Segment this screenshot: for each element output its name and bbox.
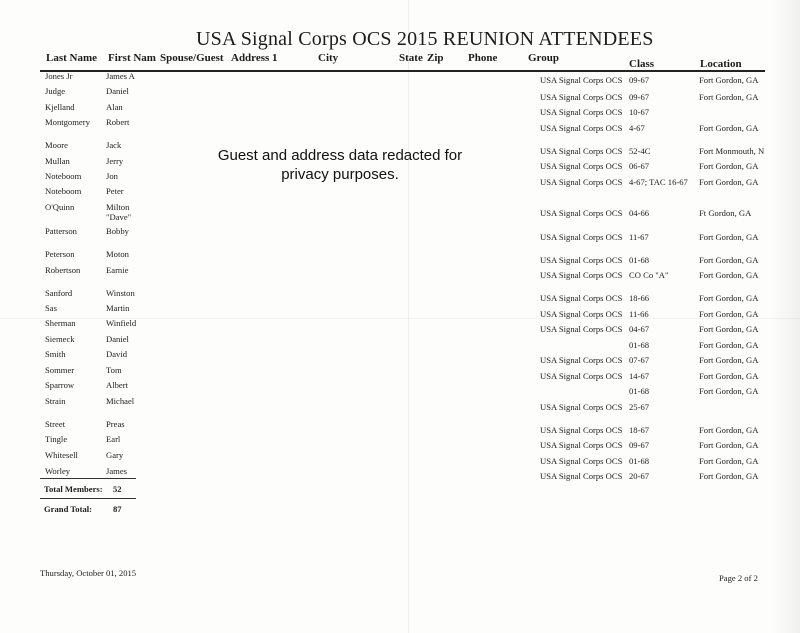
first-name-cell: David bbox=[106, 349, 128, 359]
group-cell: USA Signal Corps OCS bbox=[540, 161, 623, 171]
location-cell: Fort Gordon, GA bbox=[699, 177, 759, 187]
class-cell: 52-4C bbox=[629, 146, 651, 156]
class-cell: 09-67 bbox=[629, 75, 650, 85]
location-cell: Fort Gordon, GA bbox=[699, 255, 759, 265]
first-name-cell: Daniel bbox=[106, 334, 129, 344]
header-zip: Zip bbox=[427, 52, 444, 64]
location-cell: Fort Gordon, GA bbox=[699, 270, 759, 280]
paper-edge-shadow bbox=[770, 0, 800, 633]
total-members-label: Total Members: bbox=[44, 484, 103, 494]
first-name-nickname-cell: "Dave" bbox=[106, 212, 132, 222]
paper-fold-vertical bbox=[408, 0, 409, 633]
footer-page-number: Page 2 of 2 bbox=[719, 573, 758, 583]
class-cell: 01-68 bbox=[629, 340, 650, 350]
first-name-cell: James A bbox=[106, 71, 135, 81]
class-cell: 09-67 bbox=[629, 92, 650, 102]
last-name-cell: Street bbox=[45, 419, 66, 429]
header-group: Group bbox=[528, 52, 559, 64]
location-cell: Fort Gordon, GA bbox=[699, 340, 759, 350]
location-cell: Fort Gordon, GA bbox=[699, 75, 759, 85]
first-name-cell: Daniel bbox=[106, 86, 129, 96]
class-cell: 14-67 bbox=[629, 371, 650, 381]
group-cell: USA Signal Corps OCS bbox=[540, 92, 623, 102]
group-cell: USA Signal Corps OCS bbox=[540, 425, 623, 435]
header-first-name: First Nam bbox=[108, 52, 156, 64]
class-cell: 20-67 bbox=[629, 471, 650, 481]
class-cell: 01-68 bbox=[629, 255, 650, 265]
header-location: Location bbox=[700, 58, 742, 70]
class-cell: 4-67 bbox=[629, 123, 645, 133]
last-name-cell: Montgomery bbox=[45, 117, 90, 127]
first-name-cell: Robert bbox=[106, 117, 130, 127]
location-cell: Fort Gordon, GA bbox=[699, 456, 759, 466]
group-cell: USA Signal Corps OCS bbox=[540, 456, 623, 466]
location-cell: Fort Gordon, GA bbox=[699, 92, 759, 102]
first-name-cell: Winfield bbox=[106, 318, 137, 328]
first-name-cell: Winston bbox=[106, 288, 135, 298]
location-cell: Fort Gordon, GA bbox=[699, 324, 759, 334]
class-cell: 10-67 bbox=[629, 107, 650, 117]
class-cell: 01-68 bbox=[629, 386, 650, 396]
class-cell: 01-68 bbox=[629, 456, 650, 466]
header-last-name: Last Name bbox=[46, 52, 98, 64]
first-name-cell: Gary bbox=[106, 450, 124, 460]
first-name-cell: Peter bbox=[106, 186, 124, 196]
last-name-cell: Tingle bbox=[45, 434, 68, 444]
total-members-value: 52 bbox=[113, 484, 122, 494]
location-cell: Fort Gordon, GA bbox=[699, 232, 759, 242]
footer-date: Thursday, October 01, 2015 bbox=[40, 568, 137, 578]
totals-rule-top bbox=[40, 478, 136, 479]
redaction-note: Guest and address data redacted for privacy purposes. bbox=[217, 147, 463, 183]
group-cell: USA Signal Corps OCS bbox=[540, 293, 623, 303]
grand-total-label: Grand Total: bbox=[44, 504, 92, 514]
first-name-cell: Albert bbox=[106, 380, 128, 390]
location-cell: Fort Gordon, GA bbox=[699, 309, 759, 319]
last-name-cell: Sommer bbox=[45, 365, 75, 375]
last-name-cell: Sanford bbox=[45, 288, 73, 298]
first-name-cell: Jack bbox=[106, 140, 122, 150]
class-cell: 06-67 bbox=[629, 161, 650, 171]
last-name-cell: Whitesell bbox=[45, 450, 78, 460]
header-class: Class bbox=[629, 58, 655, 70]
first-name-cell: Jon bbox=[106, 171, 118, 181]
group-cell: USA Signal Corps OCS bbox=[540, 146, 623, 156]
class-cell: 09-67 bbox=[629, 440, 650, 450]
first-name-cell: Alan bbox=[106, 102, 123, 112]
last-name-cell: Noteboom bbox=[45, 186, 82, 196]
last-name-cell: Worley bbox=[45, 466, 71, 476]
totals-rule-bottom bbox=[40, 498, 136, 499]
first-name-cell: Tom bbox=[106, 365, 122, 375]
last-name-cell: Robertson bbox=[45, 265, 81, 275]
location-cell: Fort Gordon, GA bbox=[699, 386, 759, 396]
last-name-cell: Kjelland bbox=[45, 102, 75, 112]
location-cell: Fort Gordon, GA bbox=[699, 161, 759, 171]
last-name-cell: Peterson bbox=[45, 249, 75, 259]
class-cell: 04-66 bbox=[629, 208, 650, 218]
group-cell: USA Signal Corps OCS bbox=[540, 371, 623, 381]
header-city: City bbox=[318, 52, 339, 64]
group-cell: USA Signal Corps OCS bbox=[540, 355, 623, 365]
first-name-cell: Preas bbox=[106, 419, 125, 429]
first-name-cell: Bobby bbox=[106, 226, 129, 236]
first-name-cell: Earnie bbox=[106, 265, 129, 275]
group-cell: USA Signal Corps OCS bbox=[540, 177, 623, 187]
class-cell: 18-66 bbox=[629, 293, 650, 303]
class-cell: 04-67 bbox=[629, 324, 650, 334]
location-cell: Ft Gordon, GA bbox=[699, 208, 752, 218]
location-cell: Fort Gordon, GA bbox=[699, 293, 759, 303]
class-cell: 11-67 bbox=[629, 232, 649, 242]
last-name-cell: Sparrow bbox=[45, 380, 75, 390]
last-name-cell: Judge bbox=[45, 86, 66, 96]
location-cell: Fort Monmouth, N bbox=[699, 146, 765, 156]
header-phone: Phone bbox=[468, 52, 498, 64]
class-cell: 18-67 bbox=[629, 425, 650, 435]
location-cell: Fort Gordon, GA bbox=[699, 440, 759, 450]
first-name-cell: James bbox=[106, 466, 128, 476]
last-name-cell: Noteboom bbox=[45, 171, 82, 181]
group-cell: USA Signal Corps OCS bbox=[540, 309, 623, 319]
header-spouse-guest: Spouse/Guest bbox=[160, 52, 224, 64]
first-name-cell: Michael bbox=[106, 396, 135, 406]
group-cell: USA Signal Corps OCS bbox=[540, 75, 623, 85]
group-cell: USA Signal Corps OCS bbox=[540, 107, 623, 117]
last-name-cell: Patterson bbox=[45, 226, 77, 236]
last-name-cell: Sas bbox=[45, 303, 57, 313]
group-cell: USA Signal Corps OCS bbox=[540, 208, 623, 218]
class-cell: 4-67; TAC 16-67 bbox=[629, 177, 688, 187]
last-name-cell: Mullan bbox=[45, 156, 70, 166]
location-cell: Fort Gordon, GA bbox=[699, 425, 759, 435]
first-name-cell: Milton bbox=[106, 202, 130, 212]
first-name-cell: Jerry bbox=[106, 156, 124, 166]
class-cell: 25-67 bbox=[629, 402, 650, 412]
report-title: USA Signal Corps OCS 2015 REUNION ATTENDEES bbox=[196, 28, 654, 50]
class-cell: 11-66 bbox=[629, 309, 649, 319]
group-cell: USA Signal Corps OCS bbox=[540, 123, 623, 133]
header-rule bbox=[40, 70, 765, 72]
last-name-cell: Siemeck bbox=[45, 334, 75, 344]
first-name-cell: Martin bbox=[106, 303, 130, 313]
first-name-cell: Earl bbox=[106, 434, 121, 444]
group-cell: USA Signal Corps OCS bbox=[540, 440, 623, 450]
last-name-cell: Smith bbox=[45, 349, 66, 359]
group-cell: USA Signal Corps OCS bbox=[540, 255, 623, 265]
location-cell: Fort Gordon, GA bbox=[699, 123, 759, 133]
last-name-cell: O'Quinn bbox=[45, 202, 75, 212]
last-name-cell: Sherman bbox=[45, 318, 76, 328]
group-cell: USA Signal Corps OCS bbox=[540, 402, 623, 412]
group-cell: USA Signal Corps OCS bbox=[540, 270, 623, 280]
class-cell: 07-67 bbox=[629, 355, 650, 365]
first-name-cell: Moton bbox=[106, 249, 129, 259]
group-cell: USA Signal Corps OCS bbox=[540, 232, 623, 242]
group-cell: USA Signal Corps OCS bbox=[540, 324, 623, 334]
group-cell: USA Signal Corps OCS bbox=[540, 471, 623, 481]
location-cell: Fort Gordon, GA bbox=[699, 471, 759, 481]
location-cell: Fort Gordon, GA bbox=[699, 371, 759, 381]
header-state: State bbox=[399, 52, 423, 64]
location-cell: Fort Gordon, GA bbox=[699, 355, 759, 365]
class-cell: CO Co "A" bbox=[629, 270, 669, 280]
last-name-cell: Jones Jr bbox=[45, 71, 73, 81]
last-name-cell: Moore bbox=[45, 140, 68, 150]
grand-total-value: 87 bbox=[113, 504, 122, 514]
header-address: Address 1 bbox=[231, 52, 278, 64]
last-name-cell: Strain bbox=[45, 396, 66, 406]
